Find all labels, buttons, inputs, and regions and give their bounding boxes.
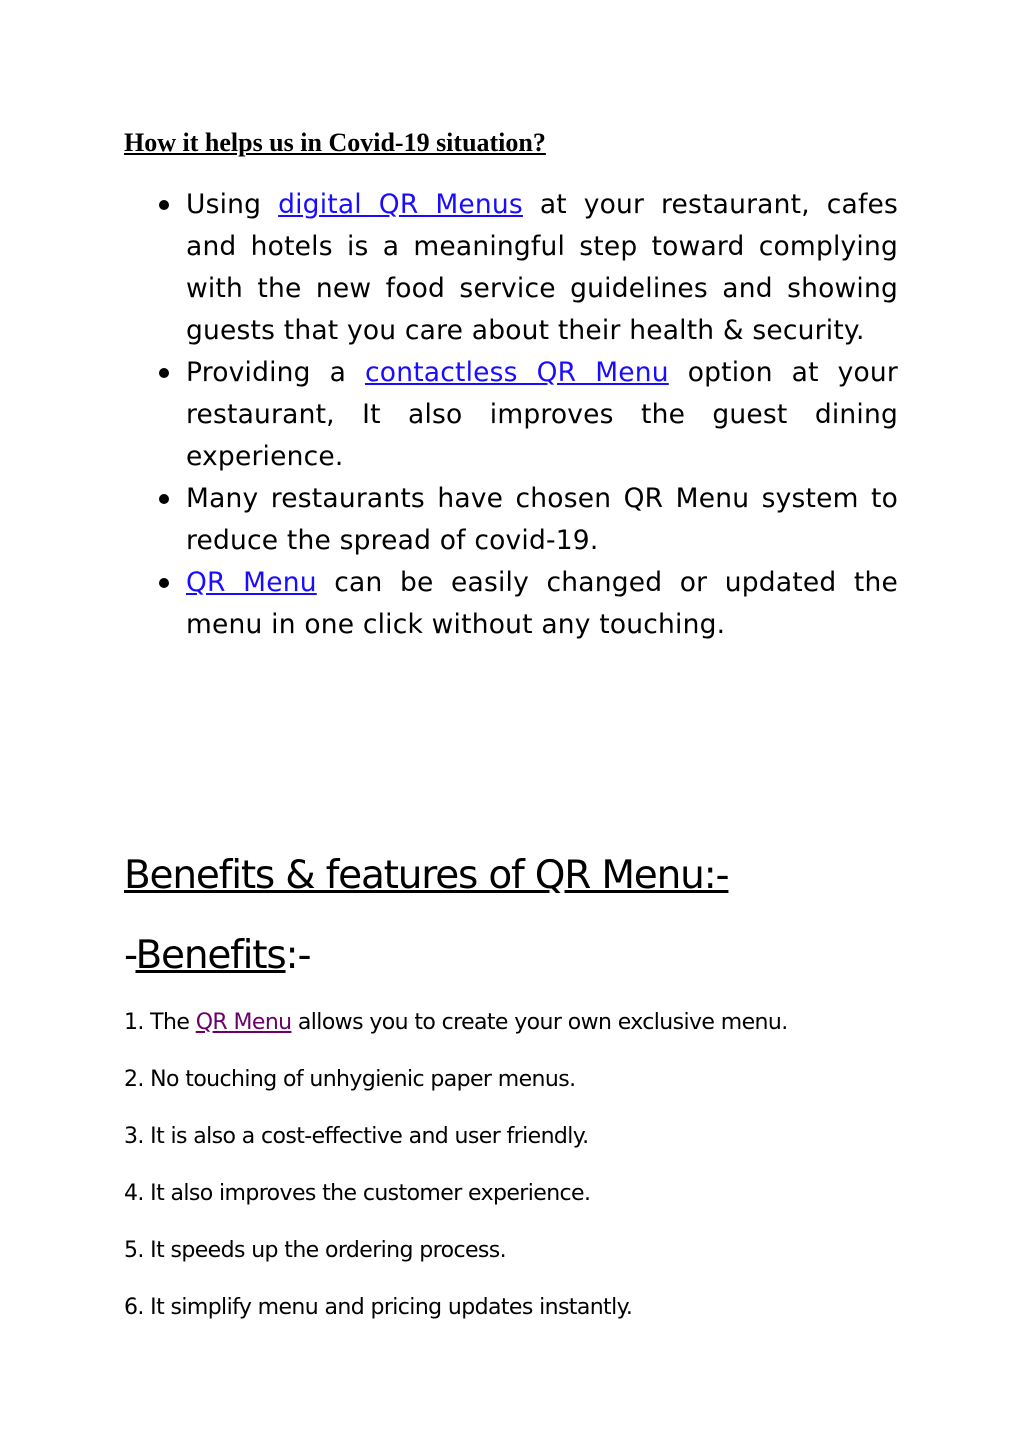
bullet-item	[186, 478, 898, 562]
benefit-item	[124, 1291, 924, 1348]
bullet-text: Using	[186, 189, 279, 220]
benefits-prefix: -	[124, 933, 136, 978]
bullet-text: option at your restaurant, It also improves the guest dining experience.	[186, 357, 899, 472]
benefits-suffix: :-	[285, 933, 311, 978]
bullet-dot-icon	[159, 578, 169, 588]
bullet-item	[186, 184, 898, 352]
bullet-item	[186, 352, 898, 478]
digital-qr-menus-link[interactable]: digital QR Menus	[278, 189, 523, 220]
benefit-text: 3. It is also a cost-effective and user friendly.	[124, 1124, 589, 1149]
benefit-item	[124, 1234, 924, 1291]
bullet-text: Providing a	[186, 357, 366, 388]
bullet-text: at your restaurant, cafes and hotels is a meaningful step toward complying with the new food service guidelines and showing guests that you care about their health & security.	[186, 189, 898, 346]
qr-menu-visited-link[interactable]: QR Menu	[195, 1010, 292, 1035]
benefit-item	[124, 1063, 924, 1120]
bullet-item	[186, 562, 898, 646]
benefits-label: Benefits	[135, 933, 286, 978]
bullet-dot-icon	[159, 494, 169, 504]
covid-bullet-list	[186, 184, 898, 646]
benefit-text: 5. It speeds up the ordering process.	[124, 1238, 507, 1263]
benefit-item	[124, 1006, 924, 1063]
benefit-text: 1. The	[124, 1010, 196, 1035]
benefits-features-heading: Benefits & features of QR Menu:-	[124, 853, 729, 898]
qr-menu-link[interactable]: QR Menu	[186, 567, 317, 598]
benefit-text: 4. It also improves the customer experience.	[124, 1181, 591, 1206]
contactless-qr-menu-link[interactable]: contactless QR Menu	[365, 357, 669, 388]
bullet-text: Many restaurants have chosen QR Menu system to reduce the spread of covid-19.	[186, 483, 898, 556]
benefit-text: allows you to create your own exclusive menu.	[291, 1010, 788, 1035]
covid-section-heading: How it helps us in Covid-19 situation?	[124, 128, 546, 157]
benefit-text: 6. It simplify menu and pricing updates instantly.	[124, 1295, 633, 1320]
bullet-dot-icon	[159, 368, 169, 378]
benefits-list	[124, 1006, 924, 1348]
benefit-text: 2. No touching of unhygienic paper menus.	[124, 1067, 576, 1092]
benefit-item	[124, 1177, 924, 1234]
bullet-dot-icon	[159, 200, 169, 210]
benefits-subheading	[124, 930, 310, 982]
benefit-item	[124, 1120, 924, 1177]
bullet-text: can be easily changed or updated the menu in one click without any touching.	[186, 567, 898, 640]
